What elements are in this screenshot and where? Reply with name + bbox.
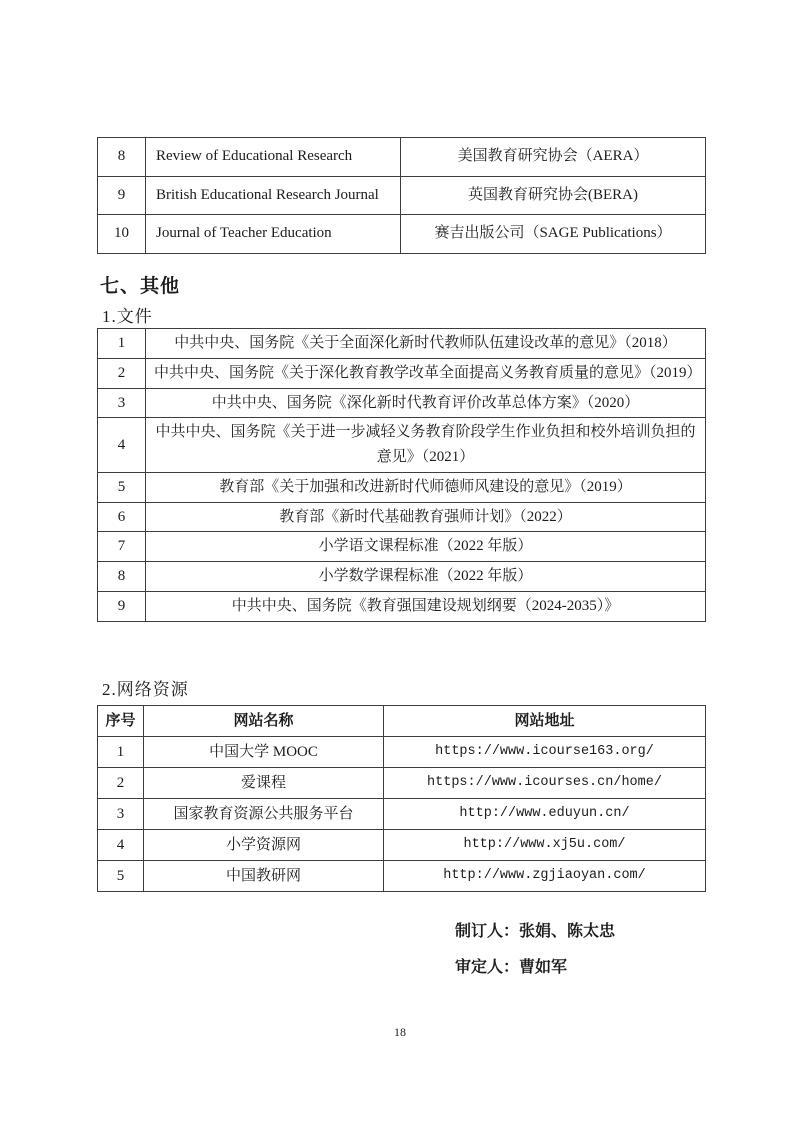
web-resources-table	[97, 705, 706, 892]
documents-table	[97, 328, 706, 622]
web-resources-heading: 2.网络资源	[102, 680, 189, 699]
table-row	[98, 562, 706, 592]
table-row	[98, 532, 706, 562]
table-row	[98, 502, 706, 532]
page-number: 18	[394, 1025, 406, 1039]
table-row	[98, 830, 706, 861]
document-title: 教育部《新时代基础教育强师计划》（2022）	[146, 502, 706, 532]
table-row	[98, 768, 706, 799]
document-row-number: 7	[98, 532, 146, 562]
table-row	[98, 861, 706, 892]
table-row	[98, 215, 706, 254]
site-name: 爱课程	[144, 768, 384, 799]
journal-name: Journal of Teacher Education	[146, 215, 401, 254]
site-row-number: 1	[98, 737, 144, 768]
table-row	[98, 799, 706, 830]
site-url: http://www.zgjiaoyan.com/	[384, 861, 706, 892]
document-row-number: 8	[98, 562, 146, 592]
document-title: 中共中央、国务院《教育强国建设规划纲要（2024-2035）》	[146, 591, 706, 621]
site-row-number: 3	[98, 799, 144, 830]
table-row	[98, 388, 706, 418]
journal-name: Review of Educational Research	[146, 138, 401, 177]
site-row-number: 2	[98, 768, 144, 799]
signatures-block	[455, 921, 615, 993]
table-row	[98, 358, 706, 388]
table-row	[98, 176, 706, 215]
table-row	[98, 329, 706, 359]
journal-row-number: 10	[98, 215, 146, 254]
table-header-row	[98, 706, 706, 737]
document-title: 中共中央、国务院《关于深化教育教学改革全面提高义务教育质量的意见》（2019）	[146, 358, 706, 388]
document-title: 中共中央、国务院《关于进一步减轻义务教育阶段学生作业负担和校外培训负担的意见》（2021）	[146, 418, 706, 473]
table-row	[98, 418, 706, 473]
section-title: 七、其他	[100, 276, 181, 297]
document-row-number: 5	[98, 472, 146, 502]
document-title: 小学语文课程标准（2022 年版）	[146, 532, 706, 562]
site-name: 中国教研网	[144, 861, 384, 892]
site-url: https://www.icourse163.org/	[384, 737, 706, 768]
table-row	[98, 472, 706, 502]
journal-publisher: 英国教育研究协会(BERA)	[401, 176, 706, 215]
column-header-no: 序号	[98, 706, 144, 737]
journal-row-number: 8	[98, 138, 146, 177]
site-name: 中国大学 MOOC	[144, 737, 384, 768]
document-row-number: 9	[98, 591, 146, 621]
table-row	[98, 737, 706, 768]
document-title: 小学数学课程标准（2022 年版）	[146, 562, 706, 592]
site-url: http://www.eduyun.cn/	[384, 799, 706, 830]
table-row	[98, 591, 706, 621]
column-header-site-url: 网站地址	[384, 706, 706, 737]
document-row-number: 4	[98, 418, 146, 473]
reviewer-line: 审定人：曹如军	[455, 959, 568, 976]
site-url: https://www.icourses.cn/home/	[384, 768, 706, 799]
document-title: 中共中央、国务院《深化新时代教育评价改革总体方案》（2020）	[146, 388, 706, 418]
document-row-number: 3	[98, 388, 146, 418]
document-row-number: 6	[98, 502, 146, 532]
site-row-number: 4	[98, 830, 144, 861]
journal-publisher: 赛吉出版公司（SAGE Publications）	[401, 215, 706, 254]
document-row-number: 1	[98, 329, 146, 359]
journal-name: British Educational Research Journal	[146, 176, 401, 215]
site-name: 小学资源网	[144, 830, 384, 861]
site-url: http://www.xj5u.com/	[384, 830, 706, 861]
site-row-number: 5	[98, 861, 144, 892]
journal-publisher: 美国教育研究协会（AERA）	[401, 138, 706, 177]
documents-heading: 1.文件	[102, 307, 153, 326]
journal-row-number: 9	[98, 176, 146, 215]
journals-table	[97, 137, 706, 254]
table-row	[98, 138, 706, 177]
maker-line: 制订人：张娟、陈太忠	[455, 923, 616, 940]
document-row-number: 2	[98, 358, 146, 388]
document-title: 教育部《关于加强和改进新时代师德师风建设的意见》（2019）	[146, 472, 706, 502]
column-header-site-name: 网站名称	[144, 706, 384, 737]
site-name: 国家教育资源公共服务平台	[144, 799, 384, 830]
document-title: 中共中央、国务院《关于全面深化新时代教师队伍建设改革的意见》（2018）	[146, 329, 706, 359]
